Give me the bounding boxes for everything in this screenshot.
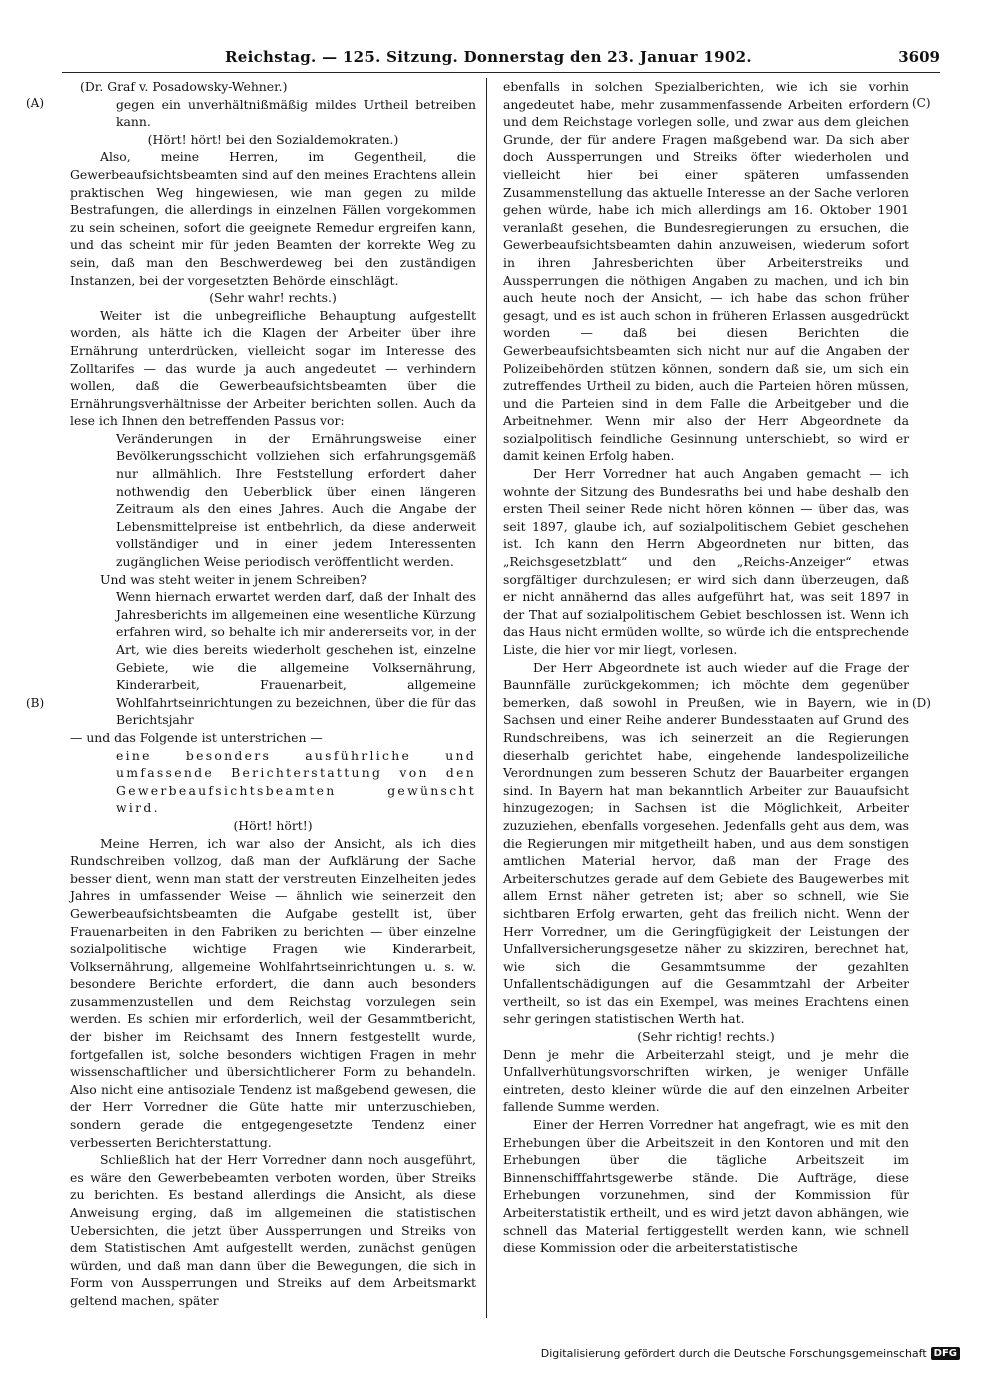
column-divider <box>486 78 487 1318</box>
emphasized-passage: eine besonders ausführliche und umfassende Berichterstattung von den Gewerbeaufsichtsbeamten gewünscht wird. <box>116 747 476 816</box>
paragraph: Und was steht weiter in jenem Schreiben? <box>100 571 367 587</box>
paragraph: gegen ein unverhältnißmäßig mildes Urtheil betreiben kann. <box>116 96 476 130</box>
paragraph: Weiter ist die unbegreifliche Behauptung aufgestellt worden, als hätte ich die Klagen der Arbeiter über ihre Ernährung unterdrücken, vielleicht sogar im Interesse des Zolltarifes — das wurde ja auch angedeutet — verhindern wollen, daß die Gewerbeaufsichtsbeamten über die Ernährungsverhältnisse der Arbeiter berichten sollen. Auch da lese ich Ihnen den betreffenden Passus vor: <box>70 307 476 429</box>
paragraph: Der Herr Abgeordnete ist auch wieder auf die Frage der Baunnfälle zurückgekommen; ich möchte dem gegenüber bemerken, daß sowohl in Preußen, wie in Bayern, wie in Sachsen und einer Reihe anderer Bundesstaaten auf Grund des Rundschreibens, was ich seinerzeit an die Regierungen dieserhalb gerichtet habe, eingehende landespolizeiliche Verordnungen zum besseren Schutz der Bauarbeiter ergangen sind. In Bayern hat man bekanntlich Arbeiter zur Bauaufsicht hinzugezogen; in Sachsen ist die Möglichkeit, Arbeiter zuzuziehen, ebenfalls vorgesehen. Jedenfalls geht aus dem, was die Regierungen mir mitgetheilt haben, und aus dem sonstigen amtlichen Material hervor, daß man der Frage des Arbeiterschutzes gerade auf dem Gebiete des Baugewerbes mit allem Ernst näher getreten ist; aber so schnell, wie Sie sichtbaren Erfolg erwarten, geht das freilich nicht. Wenn der Herr Vorredner, um die Geringfügigkeit der Leistungen der Unfallversicherungsgesetze näher zu skizziren, berechnet hat, wie sich die Gesammtsumme der gezahlten Unfallentschädigungen auf die Gesammtzahl der Arbeiter vertheilt, so ist das ein Exempel, was meines Erachtens einen sehr geringen statistischen Werth hat. <box>503 659 909 1027</box>
header-title: Reichstag. — 125. Sitzung. Donnerstag den 23. Januar 1902. <box>225 48 752 66</box>
interjection: (Sehr richtig! rechts.) <box>637 1029 775 1045</box>
paragraph: Denn je mehr die Arbeiterzahl steigt, und je mehr die Unfallverhütungsvorschriften wirken, je weniger Unfälle eintreten, desto kleiner würde die auf den einzelnen Arbeiter fallende Summe werden. <box>503 1046 909 1115</box>
header-rule <box>62 72 940 73</box>
page-number: 3609 <box>898 48 940 66</box>
paragraph: ebenfalls in solchen Spezialberichten, wie ich sie vorhin angedeutet habe, mehr zusammenfassende Arbeiten erfordern und dem Reichstage vorlegen solle, und zwar aus dem gleichen Grunde, der für andere Fragen maßgebend war. Da sich aber doch Aussperrungen und Streiks öfter wiederholen und vielleicht hier bei einer späteren umfassenden Zusammenstellung das aktuelle Interesse an der Sache verloren gehen würde, habe ich mich allerdings am 16. Oktober 1901 veranlaßt gesehen, die Bundesregierungen zu ersuchen, die Gewerbeaufsichtsbeamten dahin anzuweisen, wiederum sofort in ihren Jahresberichten über Arbeiterstreiks und Aussperrungen die nöthigen Angaben zu machen, und ich bin auch heute noch der Ansicht, — ich habe das schon früher gesagt, und es ist auch schon in früheren Erlassen ausgedrückt worden — daß bei diesen Berichten die Gewerbeaufsichtsbeamten sich nicht nur auf die Angaben der Polizeibehörden stützen können, sondern daß sie, um sich ein zutreffendes Urtheil zu biden, auch die Parteien hören müssen, und die Parteien sind in dem Falle die Arbeitgeber und die Arbeitnehmer. Wenn mir also der Herr Abgeordnete da sozialpolitisch feindliche Gesinnung unterschiebt, so wird er damit keinen Erfolg haben. <box>503 79 909 464</box>
interjection: (Sehr wahr! rechts.) <box>209 290 337 306</box>
right-column <box>503 78 909 1257</box>
paragraph: Meine Herren, ich war also der Ansicht, als ich dies Rundschreiben vollzog, daß man der Aufklärung der Sache besser dient, wenn man statt der verstreuten Einzelheiten jedes Jahres in umfassender Weise — ähnlich wie seinerzeit den Gewerbeaufsichtsbeamten die Aufgabe gestellt ist, über Frauenarbeiten in den Fabriken zu berichten — über einzelne sozialpolitische wichtige Fragen wie Kinderarbeit, Volksernährung, allgemeine Wohlfahrtseinrichtungen u. s. w. besondere Berichte erfordert, die dann auch besonders zusammenzustellen und dem Reichstag vorzulegen sein werden. Es schien mir erforderlich, weil der Gesammtbericht, der bisher im Reichsamt des Innern festgestellt wurde, fortgefallen ist, solche besonders wichtigen Fragen in mehr wissenschaftlicher und übersichtlicherer Form zu behandeln. Also nicht eine antisoziale Tendenz ist maßgebend gewesen, die der Herr Vorredner die Güte hatte mir unterzuschieben, sondern gerade die entgegengesetzte Tendenz einer verbesserten Berichterstattung. <box>70 835 476 1150</box>
interjection: (Hört! hört! bei den Sozialdemokraten.) <box>147 131 399 147</box>
paragraph: Einer der Herren Vorredner hat angefragt, wie es mit den Erhebungen über die Arbeitszeit in den Kontoren und mit den Erhebungen über die tägliche Arbeitszeit im Binnenschifffahrtsgewerbe stände. Die Aufträge, diese Erhebungen vorzunehmen, sind der Kommission für Arbeiterstatistik ertheilt, und es wird jetzt davon abhängen, wie schnell das Material fertiggestellt werden kann, wie schnell diese Kommission oder die arbeiterstatistische <box>503 1117 909 1256</box>
margin-marker-b: (B) <box>26 696 45 710</box>
footer <box>541 1347 960 1360</box>
speaker-line: (Dr. Graf v. Posadowsky-Wehner.) <box>80 79 288 94</box>
interjection: (Hört! hört!) <box>233 817 313 833</box>
paragraph: Der Herr Vorredner hat auch Angaben gemacht — ich wohnte der Sitzung des Bundesraths bei und habe deshalb den ersten Theil seiner Rede nicht hören können — über das, was seit 1897, glaube ich, auf sozialpolitischem Gebiet geschehen ist. Ich kann den Herrn Abgeordneten nur bitten, das „Reichsgesetzblatt“ und den „Reichs-Anzeiger“ etwas sorgfältiger durchzulesen; er wird sich dann überzeugen, daß er nicht annähernd das alles aufgeführt hat, was seit 1897 in der That auf sozialpolitischem Gebiet beschlossen ist. Wenn ich das Haus nicht ermüden wollte, so würde ich die entsprechende Liste, die hier vor mir liegt, vorlesen. <box>503 466 909 657</box>
paragraph: Schließlich hat der Herr Vorredner dann noch ausgeführt, es wäre den Gewerbebeamten verboten worden, über Streiks zu berichten. Es bestand allerdings die Ansicht, als diese Anweisung erging, daß im allgemeinen die statistischen Uebersichten, die jetzt über Aussperrungen und Streiks von dem Statistischen Amt aufgestellt werden, zunächst genügen würden, und daß man dann über die Bewegungen, die sich in Form von Aussperrungen und Streiks auf dem Arbeitsmarkt geltend machen, später <box>70 1152 476 1308</box>
paragraph: — und das Folgende ist unterstrichen — <box>70 729 323 745</box>
left-column <box>70 78 476 1310</box>
quoted-passage: Wenn hiernach erwartet werden darf, daß der Inhalt des Jahresberichts im allgemeinen eine wesentliche Kürzung erfahren wird, so behalte ich mir andererseits vor, in der Art, wie dies bereits wiederholt geschehen ist, einzelne Gebiete, wie die allgemeine Volksernährung, Kinderarbeit, Frauenarbeit, allgemeine Wohlfahrtseinrichtungen zu bezeichnen, über die für das Berichtsjahr <box>116 589 476 728</box>
footer-text: Digitalisierung gefördert durch die Deutsche Forschungsgemeinschaft <box>540 1347 927 1360</box>
margin-marker-d: (D) <box>912 696 931 710</box>
quoted-passage: Veränderungen in der Ernährungsweise einer Bevölkerungsschicht vollziehen sich erfahrungsgemäß nur allmählich. Ihre Feststellung erfordert daher nothwendig den Ueberblick über einen längeren Zeitraum als den eines Jahres. Auch die Angabe der Lebensmittelpreise ist entbehrlich, da diese anderweit vollständiger und in einer jedem Interessenten zugänglichen Weise periodisch veröffentlicht werden. <box>116 430 476 570</box>
dfg-logo: DFG <box>931 1347 960 1360</box>
page-header <box>60 48 940 72</box>
margin-marker-c: (C) <box>912 96 931 110</box>
paragraph: Also, meine Herren, im Gegentheil, die Gewerbeaufsichtsbeamten sind auf den meines Erachtens allein praktischen Weg hingewiesen, wie man gegen zu milde Bestrafungen, die allerdings in einzelnen Fällen vorgekommen zu sein scheinen, sofort die geeignete Remedur ergreifen kann, und das scheint mir für jeden Beamten der korrekte Weg zu sein, daß man den Beschwerdeweg bei den zuständigen Instanzen, bei der vorgesetzten Behörde einschlägt. <box>70 149 476 288</box>
margin-marker-a: (A) <box>26 96 45 110</box>
